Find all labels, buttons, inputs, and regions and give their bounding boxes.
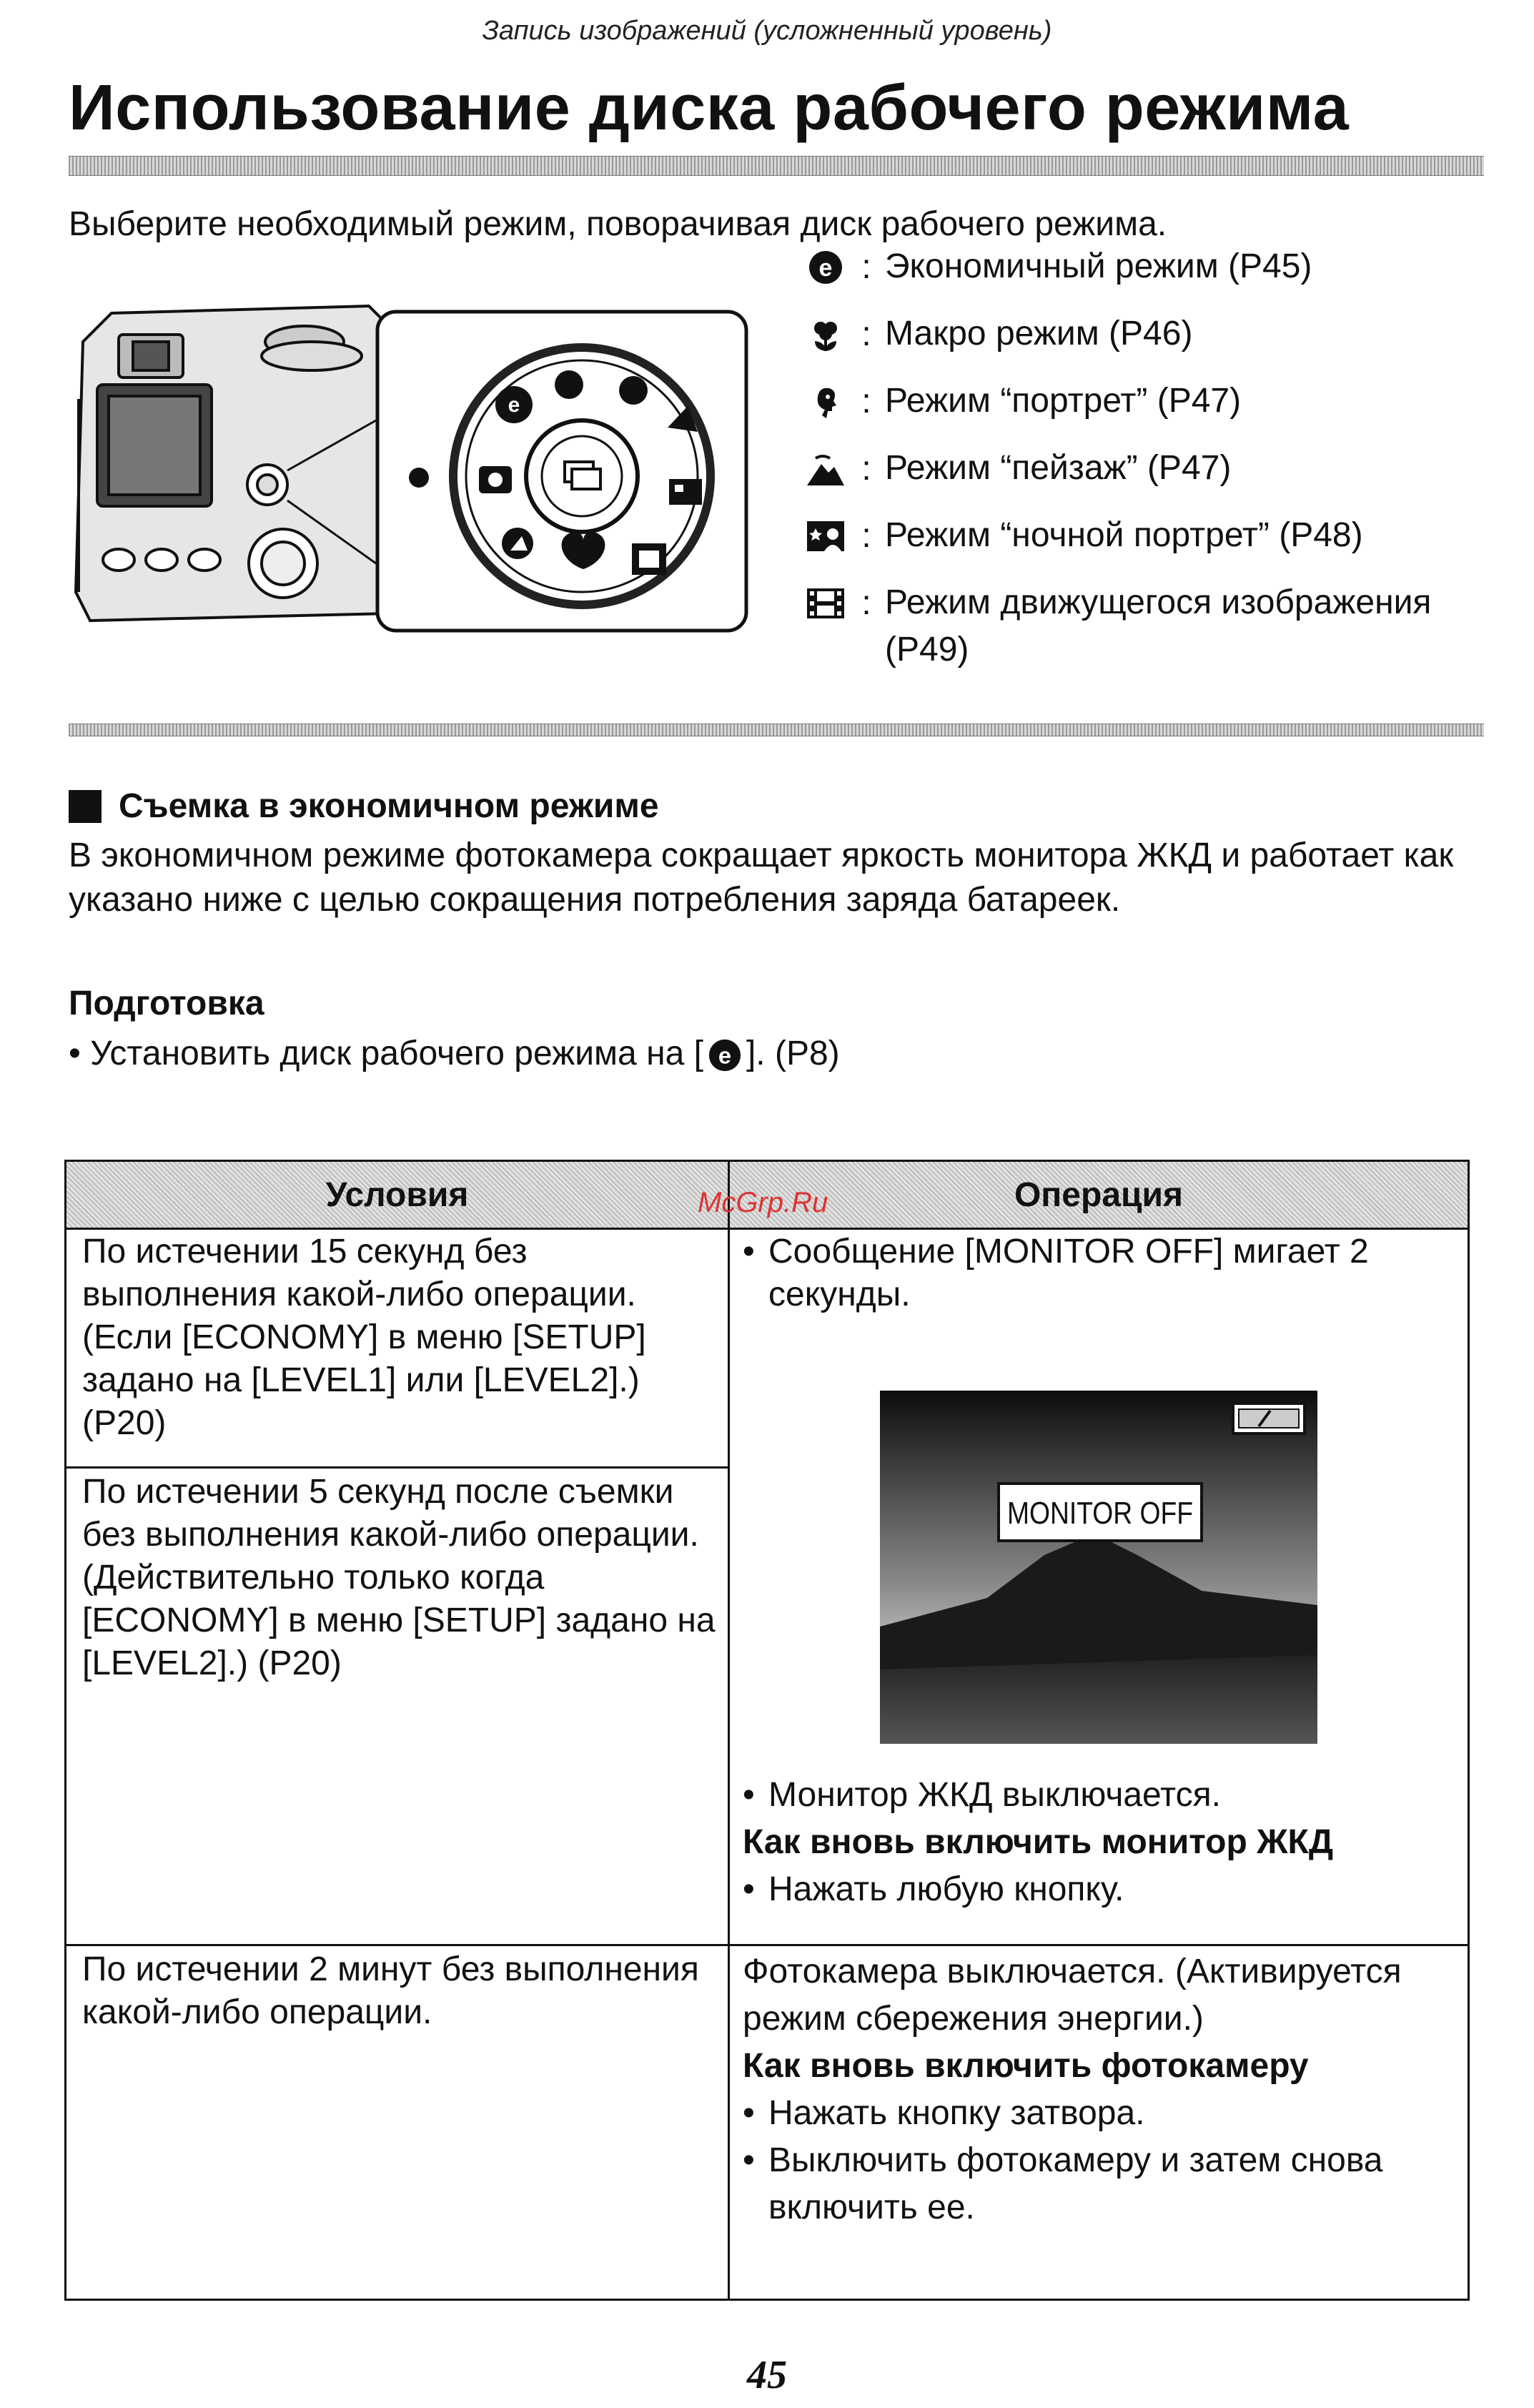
condition-cell-3: По истечении 2 минут без выполнения какой-либо операции. (82, 1950, 699, 2031)
economy-mode-table (64, 1160, 1470, 2301)
svg-text:e: e (508, 393, 520, 417)
operation-bullet (743, 1230, 1458, 1316)
section-rule (69, 724, 1484, 736)
svg-text:e: e (818, 255, 833, 282)
svg-text:e: e (718, 1042, 732, 1069)
operation-bullet-text: Нажать любую кнопку. (768, 1870, 1124, 1908)
operation-cell-1-continued (743, 1774, 1458, 1911)
running-head: Запись изображений (усложненный уровень) (482, 16, 1052, 46)
watermark: McGrp.Ru (698, 1187, 828, 1218)
mode-label: Экономичный режим (P45) (885, 247, 1312, 285)
mode-label: Макро режим (P46) (885, 315, 1193, 352)
operation-bullet-text: Выключить фотокамеру и затем снова включить ее. (768, 2141, 1383, 2226)
bullet: • (743, 2141, 755, 2179)
operation-bullet (743, 2090, 1458, 2137)
preparation-step-suffix: ]. (P8) (746, 1035, 840, 1072)
mode-row-portrait (803, 382, 1518, 449)
mode-label: Режим движущегося изображения (P49) (885, 583, 1432, 668)
mode-row-motion-picture (803, 583, 1518, 691)
operation-bullet (743, 2137, 1458, 2231)
bullet: • (743, 2094, 755, 2132)
colon: : (861, 315, 871, 353)
monitor-off-label: MONITOR OFF (1007, 1496, 1193, 1531)
colon: : (861, 248, 871, 286)
operation-subheading: Как вновь включить фотокамеру (743, 2047, 1309, 2085)
battery-icon (1233, 1403, 1305, 1434)
operation-bullet (743, 1868, 1458, 1911)
macro-mode-icon (803, 315, 848, 355)
mode-label: Режим “портрет” (P47) (885, 382, 1242, 420)
operation-text: Фотокамера выключается. (Активируется режим сбережения энергии.) (743, 1953, 1402, 2038)
title-rule (69, 156, 1484, 176)
header-conditions: Условия (66, 1162, 728, 1230)
mode-label: Режим “пейзаж” (P47) (885, 449, 1232, 487)
camera-mode-dial-illustration (69, 292, 755, 642)
condition-cell-1: По истечении 15 секунд без выполнения какой-либо операции. (Если [ECONOMY] в меню [SETUP] задано на [LEVEL1] или [LEVEL2].) (P20) (82, 1233, 646, 1442)
economy-mode-icon (803, 247, 848, 287)
operation-cell-1 (743, 1230, 1458, 1316)
header-operation: Операция (730, 1162, 1468, 1230)
bullet: • (743, 1776, 755, 1814)
row-divider (66, 1466, 728, 1469)
operation-cell-3 (743, 1948, 1458, 2231)
operation-bullet-text: Нажать кнопку затвора. (768, 2094, 1145, 2132)
landscape-mode-icon (803, 449, 848, 489)
operation-bullet (743, 1774, 1458, 1817)
section-heading-text: Съемка в экономичном режиме (119, 787, 659, 825)
page-title: Использование диска рабочего режима (69, 72, 1350, 144)
intro-text: Выберите необходимый режим, поворачивая диск рабочего режима. (69, 205, 1167, 243)
mode-row-macro (803, 315, 1518, 382)
mode-row-night-portrait (803, 516, 1518, 583)
page-number: 45 (747, 2353, 787, 2397)
colon: : (861, 517, 871, 555)
column-divider (728, 1162, 730, 2299)
camera-body-drawing (76, 306, 390, 621)
monitor-off-screen-image (880, 1391, 1317, 1744)
row-divider (66, 1944, 1468, 1946)
night-portrait-mode-icon (803, 516, 848, 556)
mode-row-economy (803, 247, 1518, 315)
bullet: • (743, 1870, 755, 1908)
section-square-bullet (69, 790, 102, 823)
motion-picture-mode-icon (803, 583, 848, 623)
colon: : (861, 584, 871, 622)
operation-bullet-text: Сообщение [MONITOR OFF] мигает 2 секунды. (768, 1233, 1369, 1313)
section-body: В экономичном режиме фотокамера сокращает яркость монитора ЖКД и работает как указано ниже с целью сокращения потребления заряда батареек. (69, 837, 1454, 919)
portrait-mode-icon (803, 382, 848, 422)
operation-subheading: Как вновь включить монитор ЖКД (743, 1823, 1334, 1861)
preparation-step-prefix: • Установить диск рабочего режима на [ (69, 1035, 703, 1072)
operation-bullet-text: Монитор ЖКД выключается. (768, 1776, 1221, 1814)
condition-cell-2: По истечении 5 секунд после съемки без выполнения какой-либо операции. (Действительно только когда [ECONOMY] в меню [SETUP] задано на [LEVEL2].) (P20) (82, 1473, 716, 1682)
section-heading (69, 786, 659, 826)
preparation-heading: Подготовка (69, 985, 264, 1022)
preparation-step (69, 1034, 840, 1073)
mode-list (803, 247, 1518, 691)
colon: : (861, 383, 871, 420)
colon: : (861, 450, 871, 488)
economy-mode-icon (708, 1034, 742, 1073)
mode-label: Режим “ночной портрет” (P48) (885, 516, 1363, 554)
mode-dial-zoom (377, 312, 746, 631)
mode-row-landscape (803, 449, 1518, 516)
bullet: • (743, 1233, 755, 1270)
